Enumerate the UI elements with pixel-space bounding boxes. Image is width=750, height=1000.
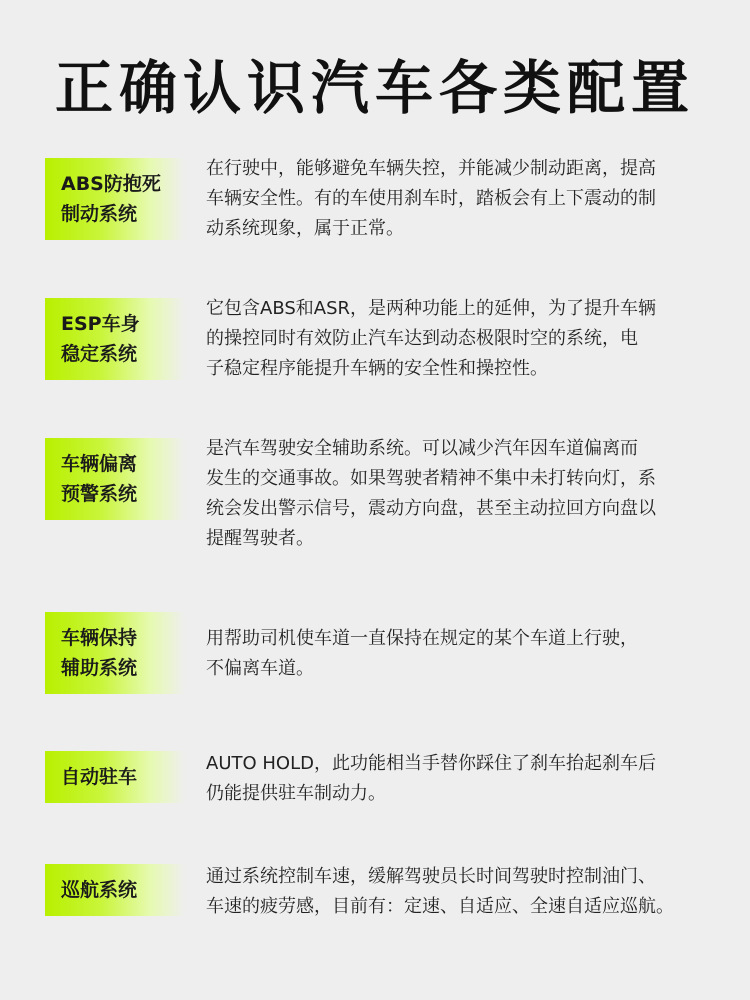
feature-description [206, 434, 716, 554]
description-line: 发生的交通事故。如果驾驶者精神不集中未打转向灯，系 [206, 468, 656, 489]
feature-tag-line: 自动驻车 [61, 766, 138, 788]
feature-description [206, 624, 716, 684]
feature-tag-line: ESP车身 [61, 313, 140, 335]
feature-tag [45, 158, 185, 240]
description-line: 车速的疲劳感，目前有：定速、自适应、全速自适应巡航。 [206, 896, 674, 917]
description-line: 不偏离车道。 [206, 658, 314, 679]
feature-tag [45, 298, 185, 380]
description-line: 在行驶中，能够避免车辆失控，并能减少制动距离，提高 [206, 158, 656, 179]
description-line: 子稳定程序能提升车辆的安全性和操控性。 [206, 358, 548, 379]
feature-tag [45, 612, 185, 694]
feature-tag-line: 巡航系统 [61, 879, 138, 901]
description-line: 的操控同时有效防止汽车达到动态极限时空的系统，电 [206, 328, 638, 349]
feature-description [206, 294, 716, 384]
feature-tag [45, 864, 185, 916]
feature-description [206, 749, 716, 809]
description-line: 用帮助司机使车道一直保持在规定的某个车道上行驶， [206, 628, 638, 649]
description-line: 它包含ABS和ASR，是两种功能上的延伸，为了提升车辆 [206, 298, 657, 319]
description-line: 动系统现象，属于正常。 [206, 218, 404, 239]
description-line: 统会发出警示信号，震动方向盘，甚至主动拉回方向盘以 [206, 498, 656, 519]
description-line: AUTO HOLD，此功能相当手替你踩住了刹车抬起刹车后 [206, 753, 656, 774]
feature-tag-line: ABS防抱死 [61, 173, 161, 195]
description-line: 提醒驾驶者。 [206, 528, 314, 549]
description-line: 仍能提供驻车制动力。 [206, 783, 386, 804]
page-title: 正确认识汽车各类配置 [54, 54, 695, 122]
feature-description [206, 154, 716, 244]
feature-tag-line: 辅助系统 [61, 657, 138, 679]
feature-description [206, 862, 716, 922]
feature-tag-line: 预警系统 [61, 483, 138, 505]
description-line: 是汽车驾驶安全辅助系统。可以减少汽年因车道偏离而 [206, 438, 638, 459]
feature-tag-line: 制动系统 [61, 203, 138, 225]
feature-tag-line: 稳定系统 [61, 343, 138, 365]
feature-tag-line: 车辆保持 [61, 627, 138, 649]
feature-tag-line: 车辆偏离 [61, 453, 138, 475]
feature-tag [45, 438, 185, 520]
description-line: 车辆安全性。有的车使用刹车时，踏板会有上下震动的制 [206, 188, 656, 209]
feature-tag [45, 751, 185, 803]
description-line: 通过系统控制车速，缓解驾驶员长时间驾驶时控制油门、 [206, 866, 656, 887]
